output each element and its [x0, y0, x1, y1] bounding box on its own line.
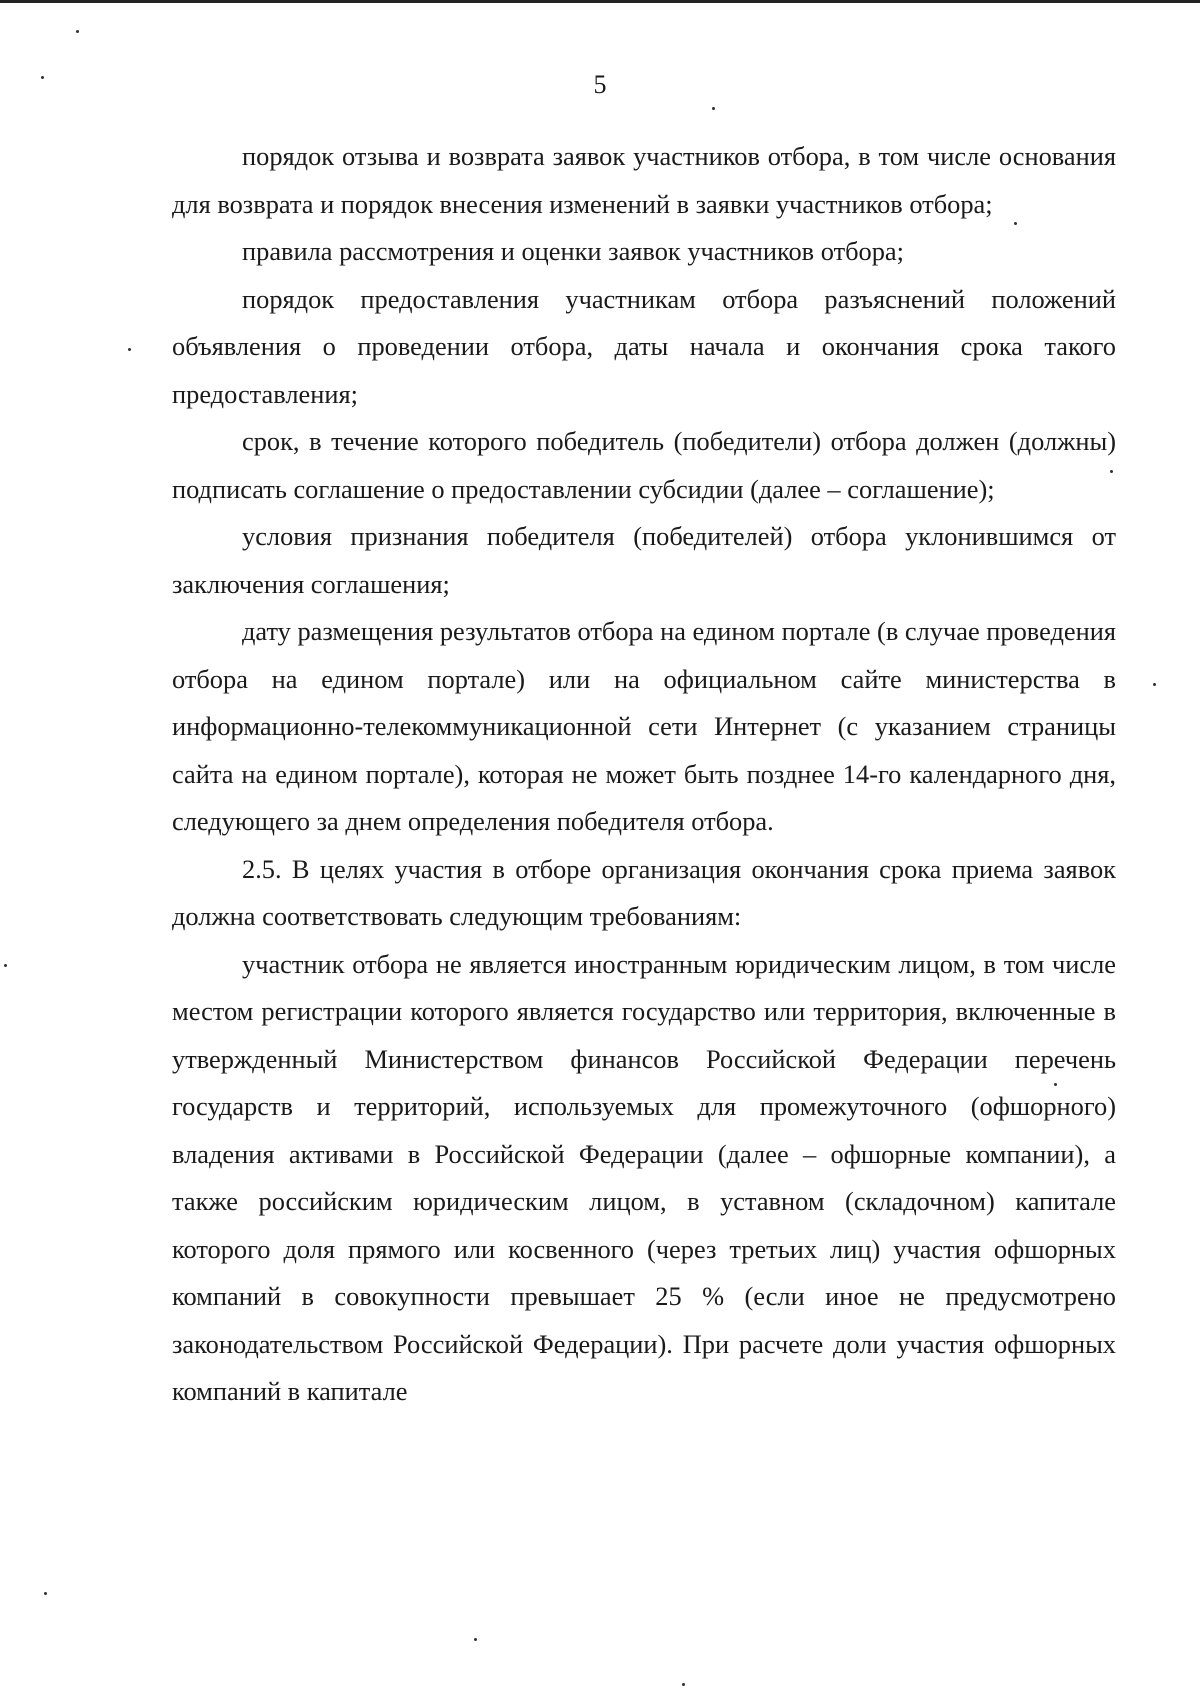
scan-speck: [1054, 1083, 1057, 1086]
scan-speck: [76, 30, 79, 33]
scan-speck: [1014, 222, 1017, 225]
paragraph-results-publication: дату размещения результатов отбора на едином портале (в случае проведения отбора на едином портале) или на официальном сайте министерства в информационно-телекоммуникационной сети Интернет (с указанием страницы сайта на едином портале), которая не может быть позднее 14-го календарного дня, следующего за днем определения победителя отбора.: [172, 616, 1116, 836]
document-body: [172, 133, 1116, 1416]
scan-speck: [41, 76, 44, 79]
scan-speck: [44, 1592, 47, 1595]
scan-speck: [1110, 470, 1113, 473]
scan-top-border: [0, 0, 1200, 3]
scan-speck: [4, 964, 7, 967]
scan-speck: [128, 348, 131, 351]
paragraph-offshore-requirement: участник отбора не является иностранным юридическим лицом, в том числе местом регистрации которого является государство или территория, включенные в утвержденный Министерством финансов Российской Федерации перечень государств и территорий, используемых для промежуточного (офшорного) владения активами в Российской Федерации (далее – офшорные компании), а также российским юридическим лицом, в уставном (складочном) капитале которого доля прямого или косвенного (через третьих лиц) участия офшорных компаний в совокупности превышает 25 % (если иное не предусмотрено законодательством Российской Федерации). При расчете доли участия офшорных компаний в капитале: [172, 948, 1116, 1406]
page-number: 5: [593, 70, 607, 99]
paragraph-section-2-5: 2.5. В целях участия в отборе организация окончания срока приема заявок должна соответствовать следующим требованиям:: [172, 853, 1116, 931]
paragraph-review-rules: правила рассмотрения и оценки заявок участников отбора;: [242, 236, 904, 266]
scan-speck: [1153, 683, 1156, 686]
paragraph-clarifications: порядок предоставления участникам отбора разъяснений положений объявления о проведении отбора, даты начала и окончания срока такого предоставления;: [172, 283, 1116, 409]
scan-speck: [474, 1638, 477, 1641]
paragraph-application-withdrawal: порядок отзыва и возврата заявок участников отбора, в том числе основания для возврата и порядок внесения изменений в заявки участников отбора;: [172, 141, 1116, 219]
scan-speck: [682, 1683, 685, 1686]
paragraph-evasion-conditions: условия признания победителя (победителей) отбора уклонившимся от заключения соглашения;: [172, 521, 1116, 599]
paragraph-signing-deadline: срок, в течение которого победитель (победители) отбора должен (должны) подписать соглашение о предоставлении субсидии (далее – соглашение);: [172, 426, 1116, 504]
scan-speck: [712, 107, 715, 110]
